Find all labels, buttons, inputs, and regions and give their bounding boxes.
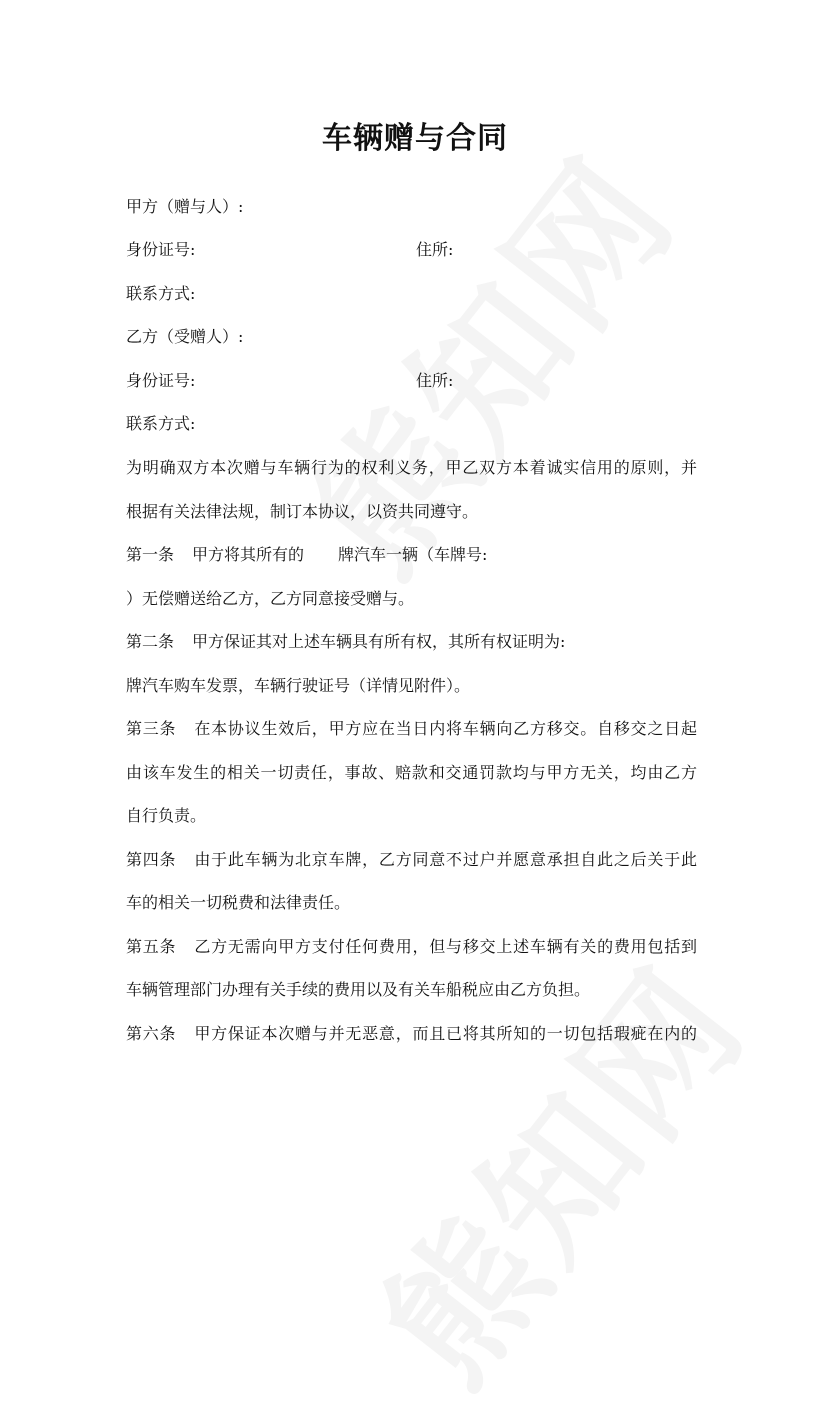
article-3-line-1: [126, 718, 697, 740]
article-4-text: 由于此车辆为北京车牌，乙方同意不过户并愿意承担自此之后关于此: [194, 850, 697, 869]
article-1-line-1: [126, 544, 487, 566]
article-5-line-2: 车辆管理部门办理有关手续的费用以及有关车船税应由乙方负担。: [126, 980, 591, 999]
article-2-text: 甲方保证其对上述车辆具有所有权，其所有权证明为:: [192, 632, 566, 651]
article-3-line-3: 自行负责。: [126, 806, 207, 825]
article-4-number: 第四条: [126, 850, 177, 869]
party-b-heading: 乙方（受赠人）:: [126, 327, 244, 346]
article-4-line-2: 车的相关一切税费和法律责任。: [126, 893, 351, 912]
article-1-text-part1: 甲方将其所有的: [192, 545, 305, 564]
article-5-number: 第五条: [126, 937, 177, 956]
watermark: [255, 107, 713, 609]
document-title: 车辆赠与合同: [322, 121, 508, 156]
party-a-heading: 甲方（赠与人）:: [126, 197, 244, 216]
party-b-contact-label: 联系方式:: [126, 414, 196, 433]
article-3-number: 第三条: [126, 719, 177, 738]
article-3-text: 在本协议生效后，甲方应在当日内将车辆向乙方移交。自移交之日起: [194, 719, 697, 738]
article-1-line-2: ）无偿赠送给乙方，乙方同意接受赠与。: [126, 589, 415, 608]
article-6-line-1: [126, 1023, 697, 1045]
article-5-text: 乙方无需向甲方支付任何费用，但与移交上述车辆有关的费用包括到: [194, 937, 697, 956]
preamble-line-2: 根据有关法律法规，制订本协议，以资共同遵守。: [126, 502, 479, 521]
article-6-text: 甲方保证本次赠与并无恶意，而且已将其所知的一切包括瑕疵在内的: [194, 1024, 697, 1043]
party-a-contact-label: 联系方式:: [126, 284, 196, 303]
party-a-address-label: 住所:: [416, 240, 454, 259]
party-b-address-label: 住所:: [416, 371, 454, 390]
article-2-line-1: [126, 631, 565, 653]
article-1-number: 第一条: [126, 545, 175, 564]
party-a-id-label: 身份证号:: [126, 240, 196, 259]
article-5-line-1: [126, 936, 697, 958]
article-2-line-2: 牌汽车购车发票，车辆行驶证号（详情见附件）。: [126, 676, 471, 695]
article-3-line-2: 由该车发生的相关一切责任，事故、赔款和交通罚款均与甲方无关，均由乙方: [126, 763, 697, 782]
article-1-text-part2: 牌汽车一辆（车牌号:: [338, 545, 488, 564]
article-4-line-1: [126, 849, 697, 871]
preamble-line-1: 为明确双方本次赠与车辆行为的权利义务，甲乙双方本着诚实信用的原则，并: [126, 458, 697, 477]
article-6-number: 第六条: [126, 1024, 177, 1043]
article-2-number: 第二条: [126, 632, 175, 651]
party-b-id-label: 身份证号:: [126, 371, 196, 390]
